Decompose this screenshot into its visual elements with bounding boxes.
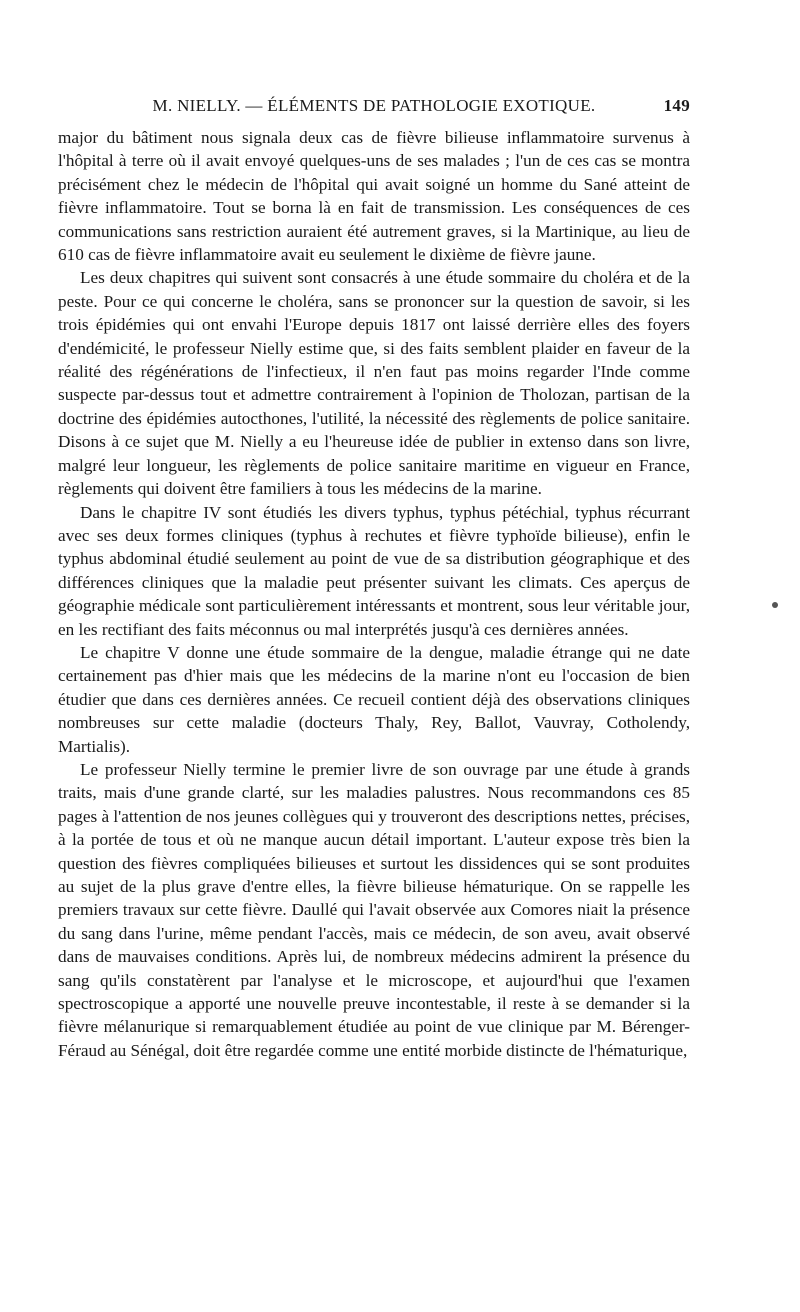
paragraph: major du bâtiment nous signala deux cas de fièvre bilieuse inflammatoire survenus à l'hôpital à terre où il avait envoyé quelques-uns de ses malades ; l'un de ces cas se montra précisément chez le médecin de l'hôpital qui avait soigné un homme du Sané atteint de fièvre inflammatoire. Tout se borna là en fait de transmission. Les conséquences de ces communications sans restriction auraient été autrement graves, si la Martinique, au lieu de 610 cas de fièvre inflammatoire avait eu seulement le dixième de fièvre jaune. [58,128,690,265]
paragraph: Dans le chapitre IV sont étudiés les divers typhus, typhus pétéchial, typhus récurrant avec ses deux formes cliniques (typhus à rechutes et fièvre typhoïde bilieuse), enfin le typhus abdominal étudié seulement au point de vue de sa distribution géographique et des différences cliniques que la maladie peut présenter suivant les climats. Ces aperçus de géographie médicale sont particulièrement intéressants et montrent, sous leur véritable jour, en les rectifiant des faits méconnus ou mal interprétés jusqu'à ces dernières années. [58,502,690,639]
paragraph: Le professeur Nielly termine le premier livre de son ouvrage par une étude à grands traits, mais d'une grande clarté, sur les maladies palustres. Nous recommandons ces 85 pages à l'attention de nos jeunes collègues qui y trouveront des descriptions nettes, précises, à la portée de tous et où ne manque aucun détail important. L'auteur expose très bien la question des fièvres compliquées bilieuses et surtout les dissidences qui se sont produites au sujet de la plus grave d'entre elles, la fièvre bilieuse hématurique. On se rappelle les premiers travaux sur cette fièvre. Daullé qui l'avait observée aux Comores niait la présence du sang dans l'urine, même pendant l'accès, mais ce médecin, de son aveu, avait observé dans de mauvaises conditions. Après lui, de nombreux médecins admirent la présence du sang qu'ils constatèrent par l'analyse et le microscope, et aujourd'hui que l'examen spectroscopique a apporté une nouvelle preuve incontestable, il reste à se demander si la fièvre mélanurique si remarquablement étudiée au point de vue clinique par M. Bérenger-Féraud au Sénégal, doit être regardée comme une entité morbide distincte de l'hématurique, [58,759,690,1060]
running-title: M. NIELLY. — ÉLÉMENTS DE PATHOLOGIE EXOTIQUE. [152,96,596,115]
paragraph: Les deux chapitres qui suivent sont consacrés à une étude sommaire du choléra et de la peste. Pour ce qui concerne le choléra, sans se prononcer sur la question de savoir, si les trois épidémies qui ont envahi l'Europe depuis 1817 ont laissé derrière elles des foyers d'endémicité, le professeur Nielly estime que, si des faits semblent plaider en faveur de la réalité des régénérations de l'infectieux, il n'en faut pas moins regarder l'Inde comme suspecte par-dessus tout et admettre contrairement à l'opinion de Tholozan, partisan de la doctrine des épidémies autocthones, l'utilité, la nécessité des règlements de police sanitaire. Disons à ce sujet que M. Nielly a eu l'heureuse idée de publier in extenso dans son livre, malgré leur longueur, les règlements de police sanitaire maritime en vigueur en France, règlements qui doivent être familiers à tous les médecins de la marine. [58,268,690,499]
page-header [58,96,690,126]
body-text [58,126,690,1062]
paragraph: Le chapitre V donne une étude sommaire de la dengue, maladie étrange qui ne date certainement pas d'hier mais que les médecins de la marine n'ont eu l'occasion de bien étudier que dans ces dernières années. Ce recueil contient déjà des observations cliniques nombreuses sur cette maladie (docteurs Thaly, Rey, Ballot, Vauvray, Cotholendy, Martialis). [58,642,690,756]
margin-dot [772,602,778,608]
document-page [58,96,690,1062]
page-number: 149 [663,96,690,115]
